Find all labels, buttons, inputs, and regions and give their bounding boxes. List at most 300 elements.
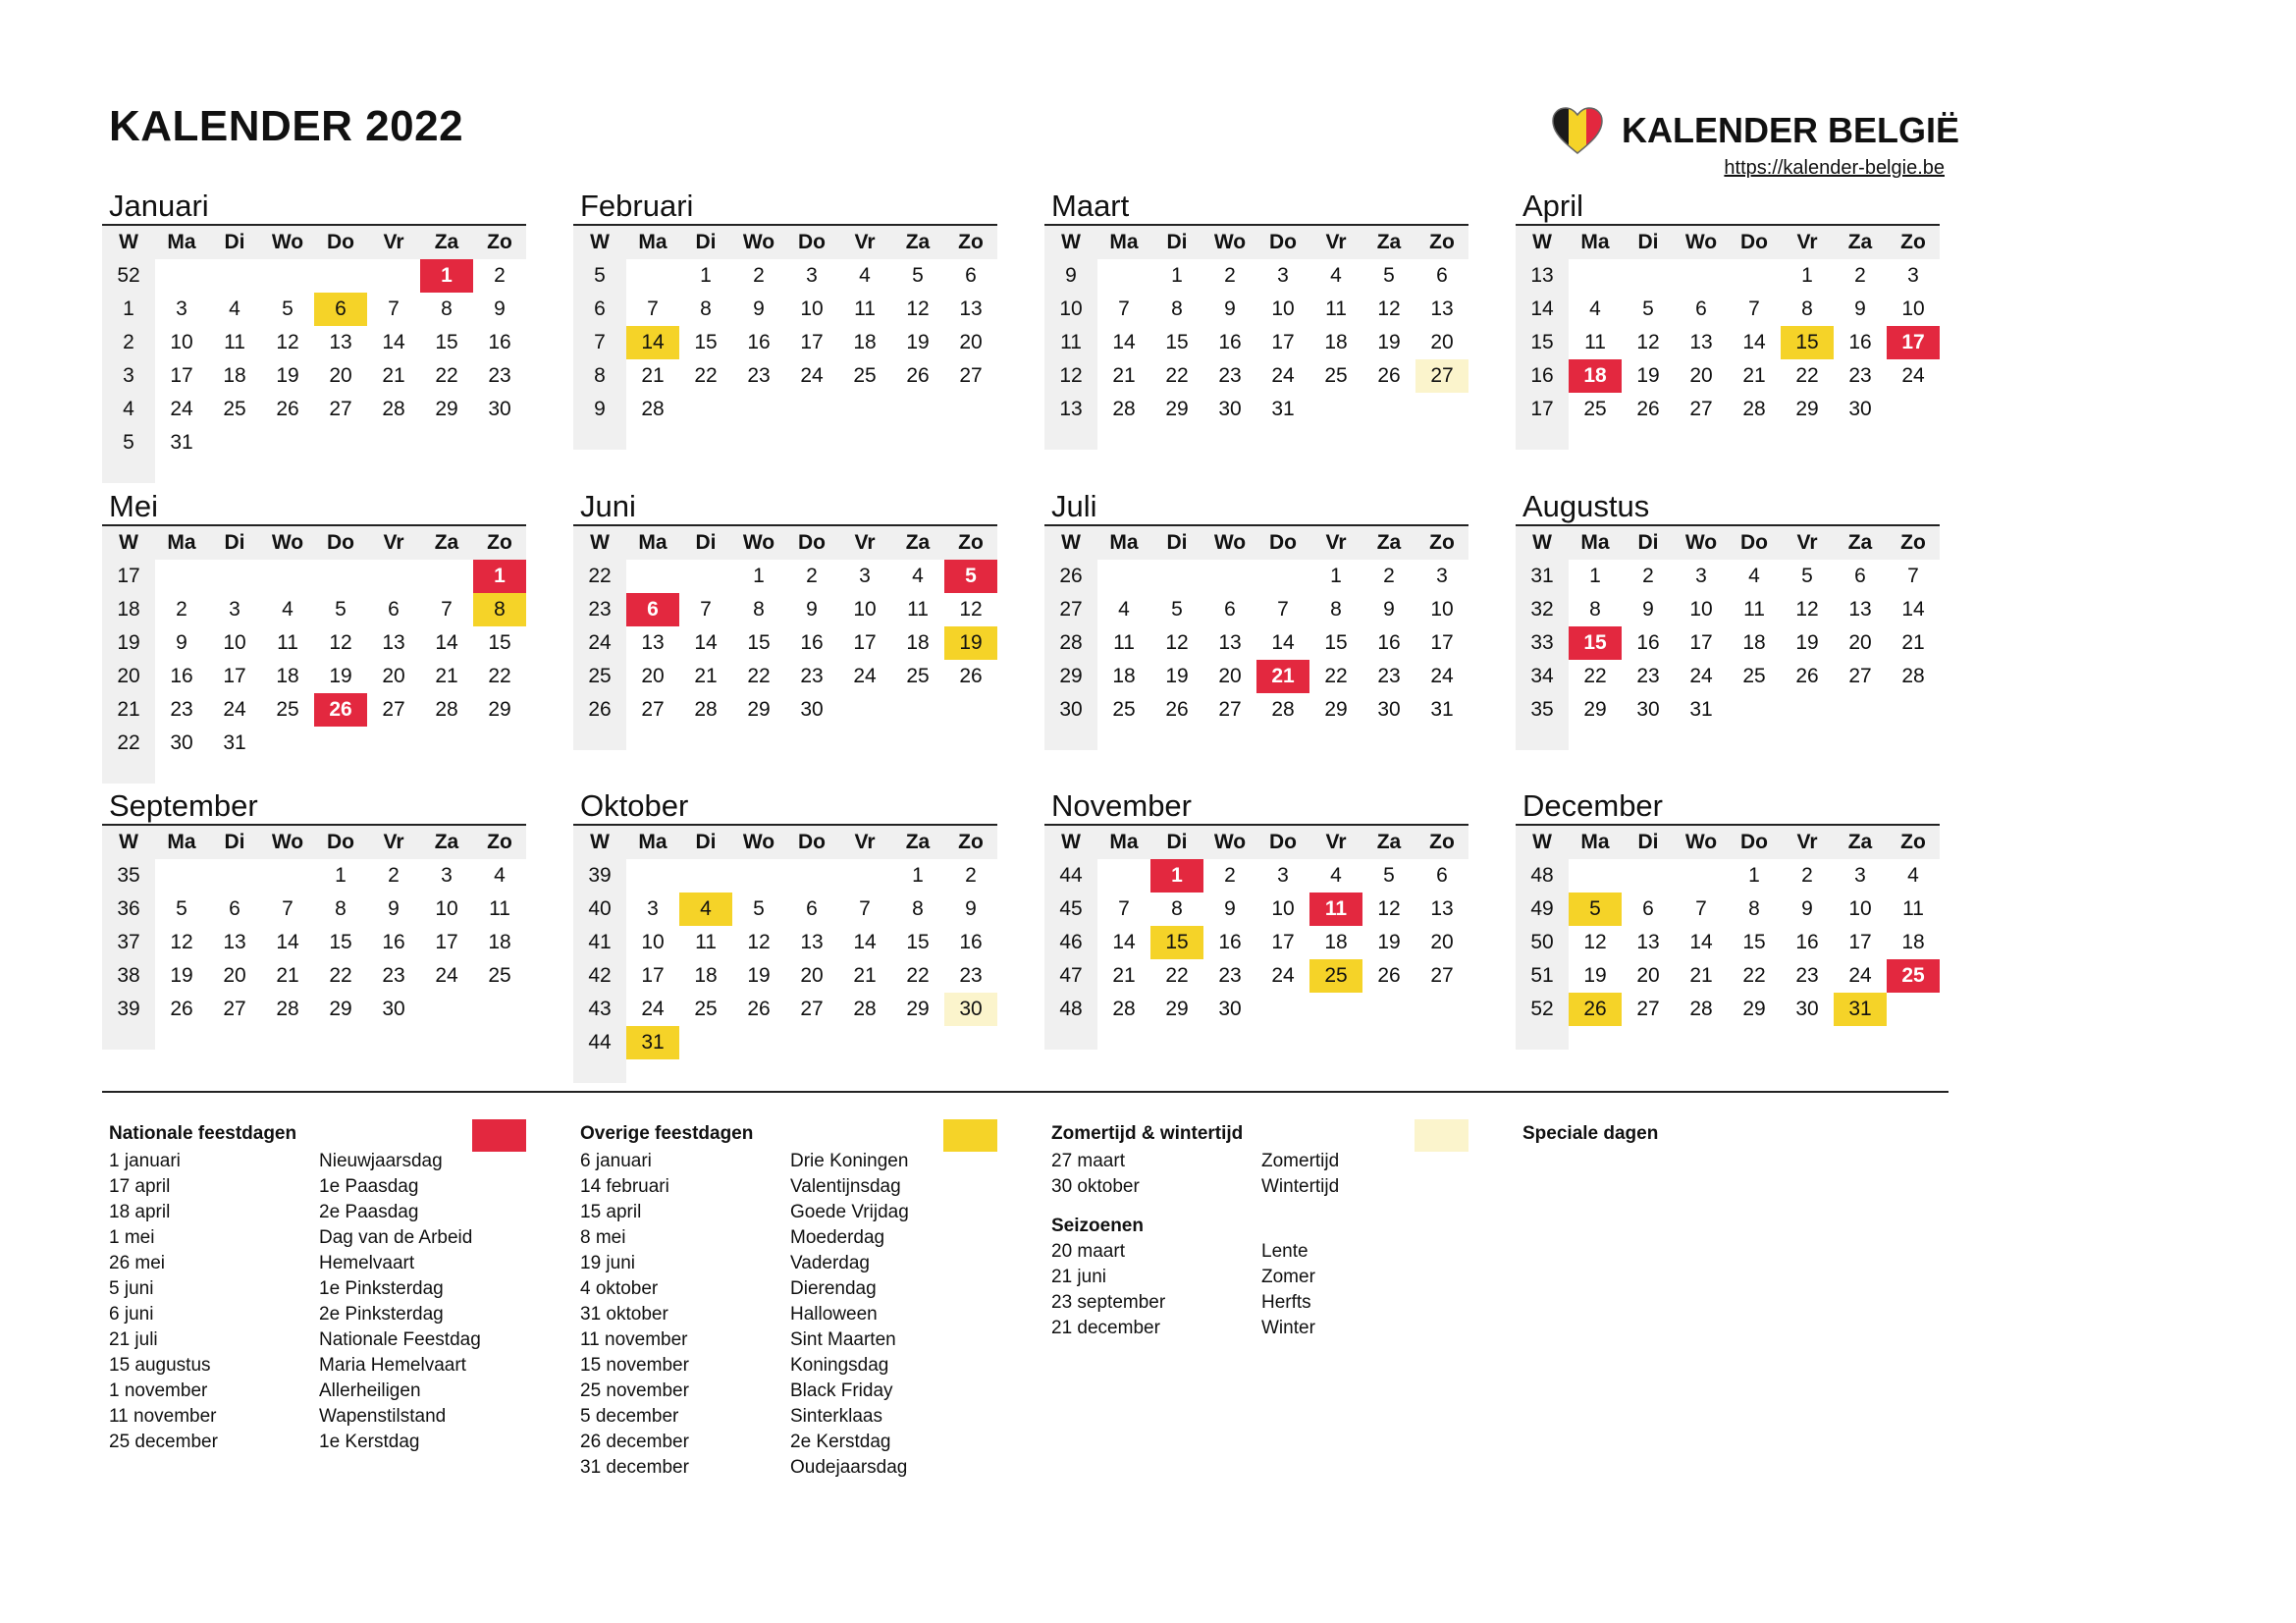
weekday-header: Za	[420, 826, 473, 859]
day-cell-other: 5	[1569, 893, 1622, 926]
day-cell: 24	[1901, 364, 1925, 387]
day-cell: 24	[800, 364, 824, 387]
day-cell: 24	[1848, 964, 1872, 987]
day-cell: 8	[753, 598, 765, 621]
month-november	[1044, 788, 1468, 1050]
padding-cell	[1622, 1026, 1675, 1050]
weekday-header: Wo	[1203, 526, 1256, 560]
day-cell: 26	[1165, 698, 1189, 721]
padding-row	[102, 760, 526, 784]
day-cell: 9	[494, 298, 506, 320]
day-cell: 29	[1165, 998, 1189, 1020]
padding-cell	[785, 727, 838, 750]
day-cell: 4	[282, 598, 294, 621]
day-cell: 17	[1271, 931, 1295, 953]
empty-cell	[679, 560, 732, 593]
weekday-header: Zo	[1415, 226, 1468, 259]
day-cell: 13	[223, 931, 246, 953]
day-cell: 17	[853, 631, 877, 654]
day-cell-other: 4	[679, 893, 732, 926]
weekday-header: Do	[1256, 526, 1309, 560]
week-number: 17	[102, 560, 155, 593]
empty-cell	[1887, 993, 1940, 1026]
empty-cell	[1675, 259, 1728, 293]
empty-cell	[420, 560, 473, 593]
legend-item	[580, 1200, 997, 1225]
empty-cell	[1781, 693, 1834, 727]
day-cell: 2	[1801, 864, 1813, 887]
week-row	[573, 326, 997, 359]
day-cell: 13	[1636, 931, 1660, 953]
day-cell: 16	[747, 331, 771, 353]
month-april	[1516, 189, 1940, 450]
weekday-header-row	[573, 526, 997, 560]
day-cell: 18	[276, 665, 299, 687]
empty-cell	[208, 259, 261, 293]
week-row	[573, 359, 997, 393]
weekday-header: Di	[208, 826, 261, 859]
week-row	[1516, 859, 1940, 893]
day-cell: 7	[441, 598, 453, 621]
day-cell: 2	[1224, 864, 1236, 887]
week-row	[102, 660, 526, 693]
weekday-header: Zo	[944, 226, 997, 259]
month-december	[1516, 788, 1940, 1050]
empty-cell	[420, 426, 473, 460]
day-cell: 30	[1377, 698, 1401, 721]
empty-cell	[838, 859, 891, 893]
day-cell: 9	[753, 298, 765, 320]
day-cell: 12	[276, 331, 299, 353]
day-cell-nat: 1	[473, 560, 526, 593]
padding-cell	[1256, 426, 1309, 450]
legend-item-name: 1e Kerstdag	[319, 1432, 420, 1452]
month-name: Juni	[573, 489, 997, 526]
weekday-header: Zo	[1887, 226, 1940, 259]
day-cell: 14	[1112, 331, 1136, 353]
weekday-header: Wo	[261, 526, 314, 560]
day-cell: 13	[1218, 631, 1242, 654]
month-table	[573, 826, 997, 1083]
padding-cell	[679, 426, 732, 450]
weekday-header: Do	[1728, 826, 1781, 859]
weekday-header: Ma	[1097, 226, 1150, 259]
day-cell: 15	[488, 631, 511, 654]
day-cell: 12	[1583, 931, 1607, 953]
legend-item-name: Goede Vrijdag	[790, 1202, 909, 1222]
day-cell: 5	[1801, 565, 1813, 587]
day-cell: 4	[1907, 864, 1919, 887]
day-cell: 17	[1848, 931, 1872, 953]
legend-item	[109, 1404, 526, 1430]
day-cell: 8	[1589, 598, 1601, 621]
padding-cell	[732, 727, 785, 750]
empty-cell	[473, 426, 526, 460]
padding-cell	[261, 1026, 314, 1050]
day-cell: 17	[1271, 331, 1295, 353]
day-cell: 22	[1742, 964, 1766, 987]
month-augustus	[1516, 489, 1940, 750]
day-cell: 13	[641, 631, 665, 654]
day-cell: 24	[1689, 665, 1713, 687]
day-cell: 10	[641, 931, 665, 953]
empty-cell	[785, 393, 838, 426]
day-cell: 17	[170, 364, 193, 387]
day-cell: 21	[1742, 364, 1766, 387]
day-cell: 6	[1436, 864, 1448, 887]
legend-item	[580, 1251, 997, 1276]
week-row	[1044, 660, 1468, 693]
legend-item	[1051, 1316, 1468, 1341]
week-number: 11	[1044, 326, 1097, 359]
padding-cell	[1203, 1026, 1256, 1050]
padding-cell	[1203, 727, 1256, 750]
week-number: 26	[573, 693, 626, 727]
week-number: 5	[102, 426, 155, 460]
padding-cell	[1044, 426, 1097, 450]
day-cell: 8	[441, 298, 453, 320]
day-cell: 9	[176, 631, 187, 654]
weekday-header: W	[573, 826, 626, 859]
weekday-header: Za	[1362, 526, 1415, 560]
week-number: 2	[102, 326, 155, 359]
week-row	[1516, 893, 1940, 926]
weekday-header: Ma	[1569, 526, 1622, 560]
empty-cell	[626, 560, 679, 593]
week-row	[102, 993, 526, 1026]
month-februari	[573, 189, 997, 450]
padding-cell	[1097, 1026, 1150, 1050]
week-number: 32	[1516, 593, 1569, 626]
day-cell: 9	[1224, 897, 1236, 920]
day-cell: 16	[1848, 331, 1872, 353]
weekday-header: Vr	[1309, 826, 1362, 859]
day-cell: 16	[1795, 931, 1819, 953]
legend-item-date: 27 maart	[1051, 1151, 1125, 1171]
weekday-header: Zo	[473, 526, 526, 560]
day-cell: 18	[488, 931, 511, 953]
empty-cell	[679, 859, 732, 893]
day-cell: 31	[1689, 698, 1713, 721]
day-cell: 1	[1801, 264, 1813, 287]
padding-cell	[1675, 1026, 1728, 1050]
empty-cell	[1256, 560, 1309, 593]
weekday-header: Za	[891, 526, 944, 560]
legend-item-date: 31 december	[580, 1457, 689, 1478]
legend-item	[580, 1404, 997, 1430]
legend-seasons-title: Seizoenen	[1051, 1216, 1144, 1236]
weekday-header-row	[102, 526, 526, 560]
day-cell: 27	[382, 698, 405, 721]
day-cell: 25	[853, 364, 877, 387]
legend-item-date: 19 juni	[580, 1253, 635, 1273]
day-cell: 16	[1218, 931, 1242, 953]
empty-cell	[314, 727, 367, 760]
padding-cell	[1150, 727, 1203, 750]
day-cell: 20	[1848, 631, 1872, 654]
weekday-header: W	[102, 826, 155, 859]
weekday-header: Vr	[838, 226, 891, 259]
day-cell: 2	[1383, 565, 1395, 587]
empty-cell	[367, 727, 420, 760]
day-cell: 16	[488, 331, 511, 353]
week-row	[573, 1026, 997, 1059]
week-number: 17	[1516, 393, 1569, 426]
padding-cell	[944, 727, 997, 750]
weekday-header: Di	[208, 226, 261, 259]
day-cell: 19	[1377, 331, 1401, 353]
empty-cell	[1415, 993, 1468, 1026]
day-cell: 22	[329, 964, 352, 987]
week-row	[102, 326, 526, 359]
empty-cell	[1150, 560, 1203, 593]
legend-item	[109, 1302, 526, 1327]
padding-cell	[1781, 1026, 1834, 1050]
padding-cell	[626, 426, 679, 450]
padding-cell	[102, 460, 155, 483]
week-row	[102, 259, 526, 293]
day-cell: 14	[435, 631, 458, 654]
day-cell-nat: 6	[626, 593, 679, 626]
empty-cell	[891, 393, 944, 426]
padding-cell	[1675, 426, 1728, 450]
weekday-header: W	[1044, 226, 1097, 259]
day-cell: 19	[170, 964, 193, 987]
weekday-header: Do	[785, 526, 838, 560]
legend-item	[1051, 1149, 1468, 1174]
day-cell: 21	[1901, 631, 1925, 654]
weekday-header: Za	[1834, 226, 1887, 259]
day-cell: 26	[1636, 398, 1660, 420]
legend-item-date: 1 januari	[109, 1151, 181, 1171]
day-cell: 17	[223, 665, 246, 687]
day-cell: 22	[906, 964, 930, 987]
legend-item-date: 31 oktober	[580, 1304, 668, 1325]
day-cell: 29	[329, 998, 352, 1020]
month-name: November	[1044, 788, 1468, 826]
padding-cell	[1834, 1026, 1887, 1050]
padding-cell	[679, 1059, 732, 1083]
week-row	[1044, 859, 1468, 893]
brand-url-link[interactable]: https://kalender-belgie.be	[1724, 157, 1945, 179]
day-cell: 26	[1377, 964, 1401, 987]
legend-divider	[102, 1091, 1949, 1093]
padding-cell	[208, 460, 261, 483]
day-cell: 13	[1430, 897, 1454, 920]
day-cell: 16	[1218, 331, 1242, 353]
legend-item-name: Vaderdag	[790, 1253, 870, 1273]
padding-cell	[573, 1059, 626, 1083]
weekday-header: Ma	[1097, 826, 1150, 859]
day-cell: 23	[488, 364, 511, 387]
weekday-header: W	[1516, 826, 1569, 859]
weekday-header: Wo	[732, 826, 785, 859]
week-row	[102, 359, 526, 393]
legend-item-date: 18 april	[109, 1202, 171, 1222]
day-cell: 18	[1324, 331, 1348, 353]
legend-item	[109, 1251, 526, 1276]
day-cell: 11	[224, 331, 245, 353]
empty-cell	[944, 393, 997, 426]
day-cell: 20	[959, 331, 983, 353]
legend-item-date: 4 oktober	[580, 1278, 659, 1299]
padding-cell	[1834, 426, 1887, 450]
day-cell: 17	[1689, 631, 1713, 654]
padding-cell	[573, 426, 626, 450]
padding-cell	[1097, 727, 1150, 750]
legend-item-name: Nieuwjaarsdag	[319, 1151, 443, 1171]
legend-other-swatch	[943, 1119, 997, 1152]
padding-cell	[367, 760, 420, 784]
day-cell-nat: 1	[420, 259, 473, 293]
empty-cell	[473, 727, 526, 760]
day-cell: 22	[694, 364, 718, 387]
day-cell: 29	[435, 398, 458, 420]
day-cell: 30	[488, 398, 511, 420]
weekday-header-row	[1044, 526, 1468, 560]
week-row	[1516, 359, 1940, 393]
legend-item	[109, 1149, 526, 1174]
day-cell: 20	[1636, 964, 1660, 987]
day-cell: 2	[753, 264, 765, 287]
day-cell: 14	[1689, 931, 1713, 953]
legend-item-name: Valentijnsdag	[790, 1176, 901, 1197]
legend-item-name: Zomer	[1261, 1267, 1315, 1287]
legend-item	[109, 1430, 526, 1455]
day-cell: 26	[747, 998, 771, 1020]
legend-item-date: 17 april	[109, 1176, 171, 1197]
day-cell: 22	[747, 665, 771, 687]
day-cell: 25	[1742, 665, 1766, 687]
week-row	[573, 926, 997, 959]
week-number: 10	[1044, 293, 1097, 326]
week-row	[1044, 693, 1468, 727]
legend-item	[109, 1353, 526, 1379]
week-number: 43	[573, 993, 626, 1026]
padding-cell	[838, 426, 891, 450]
day-cell: 23	[382, 964, 405, 987]
padding-row	[573, 1059, 997, 1083]
legend-item-name: 1e Pinksterdag	[319, 1278, 444, 1299]
padding-cell	[1362, 727, 1415, 750]
empty-cell	[679, 393, 732, 426]
day-cell: 5	[912, 264, 924, 287]
day-cell: 12	[747, 931, 771, 953]
legend-item	[109, 1327, 526, 1353]
day-cell: 23	[1377, 665, 1401, 687]
day-cell: 23	[170, 698, 193, 721]
empty-cell	[891, 1026, 944, 1059]
empty-cell	[1675, 859, 1728, 893]
day-cell: 28	[853, 998, 877, 1020]
day-cell: 6	[806, 897, 818, 920]
empty-cell	[261, 859, 314, 893]
weekday-header: Do	[785, 826, 838, 859]
legend-item	[580, 1302, 997, 1327]
weekday-header: Di	[208, 526, 261, 560]
legend-other	[573, 1119, 997, 1481]
month-name: Februari	[573, 189, 997, 226]
day-cell: 28	[641, 398, 665, 420]
padding-cell	[155, 1026, 208, 1050]
week-row	[573, 560, 997, 593]
legend-item	[1051, 1174, 1468, 1200]
day-cell: 10	[223, 631, 246, 654]
day-cell: 1	[753, 565, 765, 587]
day-cell: 12	[1377, 897, 1401, 920]
day-cell: 10	[1271, 897, 1295, 920]
day-cell: 25	[906, 665, 930, 687]
empty-cell	[1097, 560, 1150, 593]
day-cell: 14	[853, 931, 877, 953]
weekday-header: Do	[314, 526, 367, 560]
day-cell: 20	[382, 665, 405, 687]
empty-cell	[1097, 859, 1150, 893]
legend-item-name: Maria Hemelvaart	[319, 1355, 466, 1376]
legend-item-name: 2e Paasdag	[319, 1202, 419, 1222]
day-cell: 1	[912, 864, 924, 887]
day-cell: 27	[1218, 698, 1242, 721]
week-row	[102, 959, 526, 993]
padding-cell	[1622, 426, 1675, 450]
week-row	[1516, 660, 1940, 693]
week-number: 52	[1516, 993, 1569, 1026]
day-cell: 19	[1795, 631, 1819, 654]
legend-item-name: 2e Kerstdag	[790, 1432, 891, 1452]
day-cell: 2	[494, 264, 506, 287]
padding-cell	[261, 460, 314, 483]
week-number: 25	[573, 660, 626, 693]
day-cell: 23	[1218, 364, 1242, 387]
day-cell: 22	[1324, 665, 1348, 687]
day-cell: 14	[1742, 331, 1766, 353]
day-cell: 10	[853, 598, 877, 621]
weekday-header: Za	[891, 226, 944, 259]
legend-item-name: Hemelvaart	[319, 1253, 415, 1273]
empty-cell	[1362, 393, 1415, 426]
week-row	[102, 393, 526, 426]
week-row	[573, 626, 997, 660]
legend-item-date: 26 december	[580, 1432, 689, 1452]
empty-cell	[944, 693, 997, 727]
legend-item	[1051, 1239, 1468, 1265]
weekday-header: W	[573, 526, 626, 560]
day-cell: 5	[176, 897, 187, 920]
day-cell: 4	[1330, 864, 1342, 887]
legend-item	[1051, 1265, 1468, 1290]
day-cell: 11	[1743, 598, 1765, 621]
padding-cell	[1309, 426, 1362, 450]
legend-other-title: Overige feestdagen	[580, 1123, 754, 1144]
day-cell: 10	[170, 331, 193, 353]
weekday-header: Zo	[473, 226, 526, 259]
weekday-header-row	[1516, 526, 1940, 560]
week-number: 4	[102, 393, 155, 426]
padding-cell	[1415, 426, 1468, 450]
brand	[1551, 106, 1959, 155]
weekday-header: W	[1516, 526, 1569, 560]
empty-cell	[785, 1026, 838, 1059]
day-cell: 9	[1854, 298, 1866, 320]
padding-row	[1044, 1026, 1468, 1050]
legend-item-name: Lente	[1261, 1241, 1308, 1262]
padding-cell	[420, 1026, 473, 1050]
day-cell: 23	[1795, 964, 1819, 987]
weekday-header-row	[1044, 826, 1468, 859]
legend-item-date: 6 juni	[109, 1304, 154, 1325]
day-cell: 14	[382, 331, 405, 353]
day-cell: 29	[1165, 398, 1189, 420]
